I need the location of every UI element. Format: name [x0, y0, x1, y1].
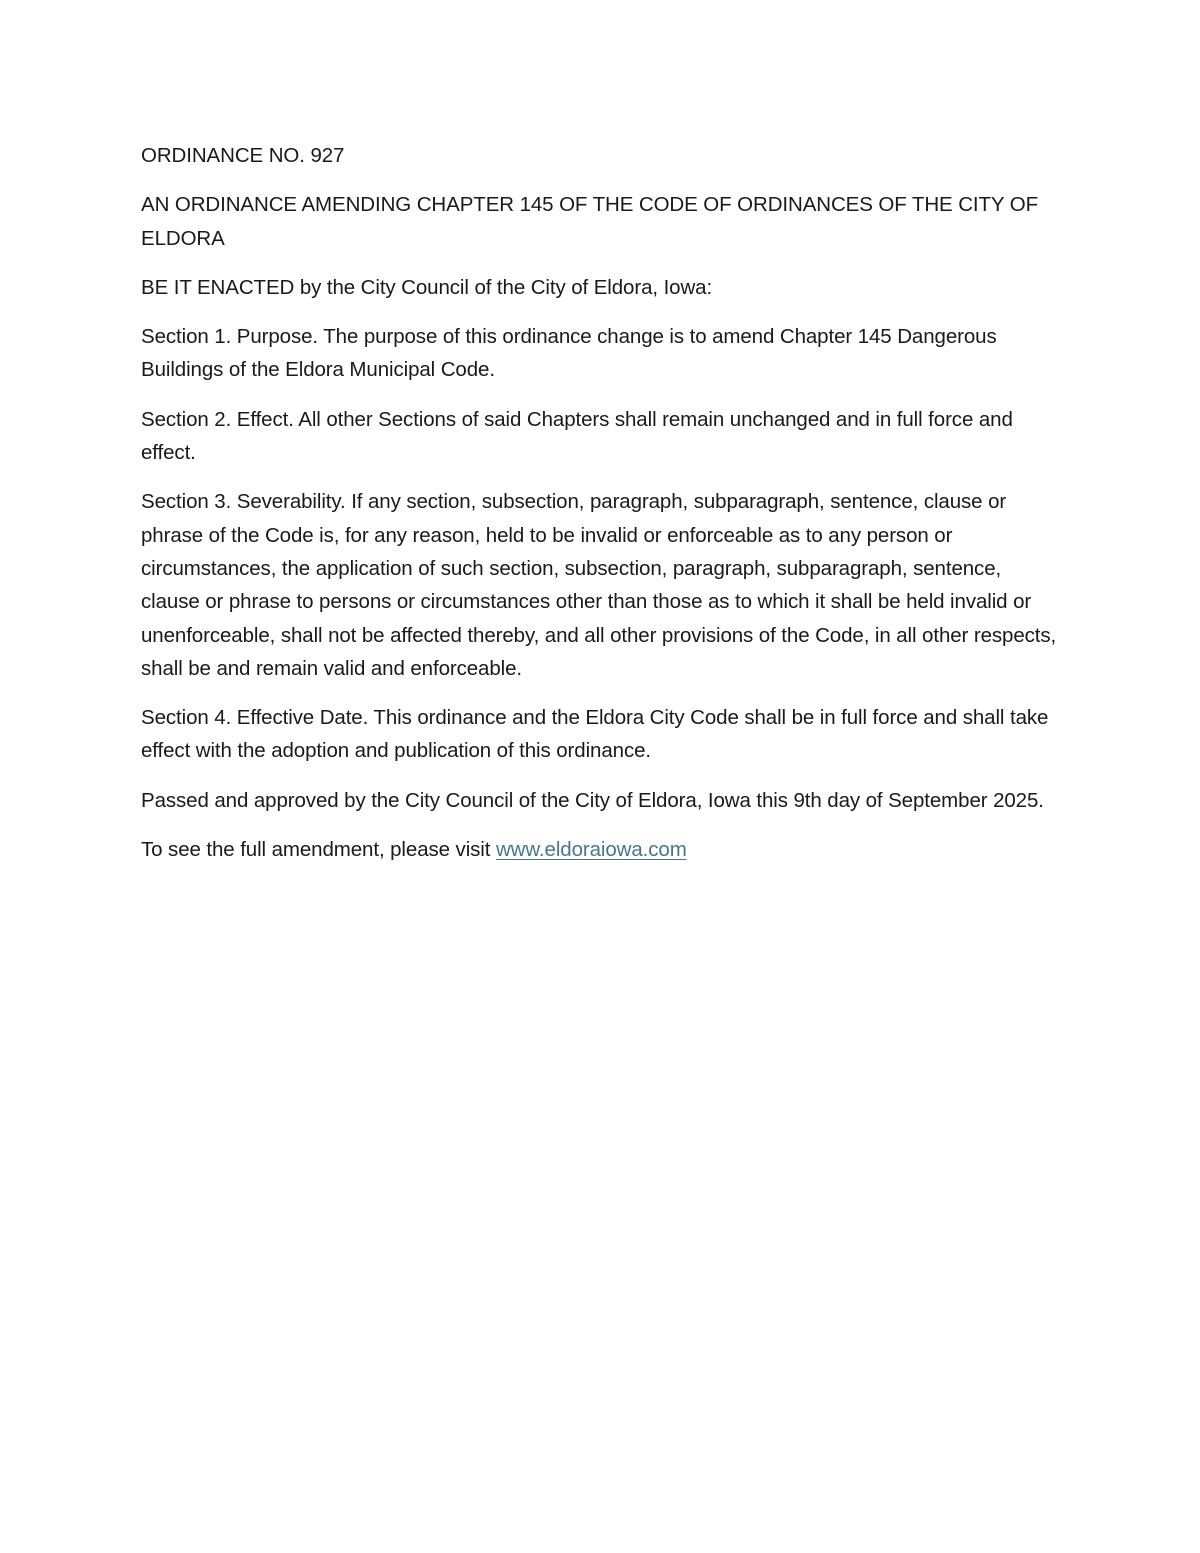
ordinance-title: AN ORDINANCE AMENDING CHAPTER 145 OF THE CODE OF ORDINANCES OF THE CITY OF ELDORA	[141, 193, 1039, 250]
section-3-severability: Section 3. Severability. If any section, subsection, paragraph, subparagraph, sentence, clause or phrase of the Code is, for any reason, held to be invalid or enforceable as to any person or circumstances, the application of such section, subsection, paragraph, subparagraph, sentence, clause or phrase to persons or circumstances other than those as to which it shall be held invalid or unenforceable, shall not be affected thereby, and all other provisions of the Code, in all other respects, shall be and remain valid and enforceable.	[141, 490, 1057, 680]
enactment-clause: BE IT ENACTED by the City Council of the City of Eldora, Iowa:	[141, 275, 713, 299]
website-link[interactable]: www.eldoraiowa.com	[495, 838, 687, 862]
section-4-effective-date: Section 4. Effective Date. This ordinance and the Eldora City Code shall be in full force and shall take effect with the adoption and publication of this ordinance.	[141, 706, 1049, 763]
ordinance-document	[141, 139, 1061, 882]
section-2-effect: Section 2. Effect. All other Sections of said Chapters shall remain unchanged and in full force and effect.	[141, 407, 1013, 465]
footer-note	[141, 833, 1061, 866]
ordinance-number: ORDINANCE NO. 927	[141, 144, 345, 167]
section-1-purpose: Section 1. Purpose. The purpose of this ordinance change is to amend Chapter 145 Dangerous Buildings of the Eldora Municipal Code.	[141, 325, 997, 382]
footer-prefix: To see the full amendment, please visit	[141, 838, 496, 862]
passed-statement: Passed and approved by the City Council of the City of Eldora, Iowa this 9th day of September 2025.	[141, 788, 1044, 812]
